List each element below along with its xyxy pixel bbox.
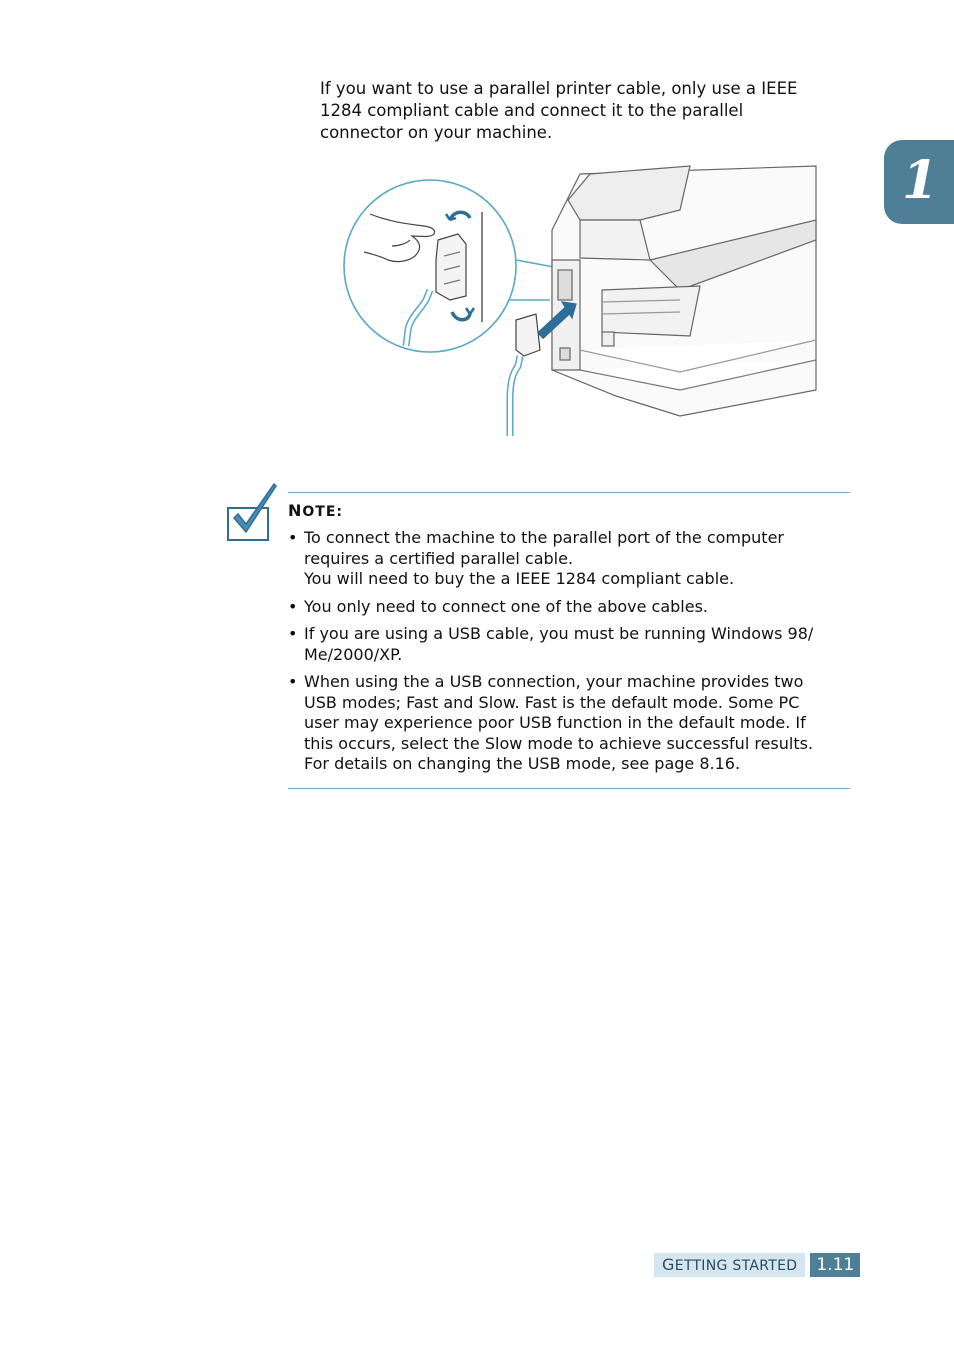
list-item: • When using the a USB connection, your machine provides two USB modes; Fast and Slow. Fast is the default mode. Some PC user may experience poor USB function in the default mode. If this occurs, select the Slow mode to achieve successful results. For details on changing the USB mode, see page 8.16.: [288, 672, 814, 773]
parallel-cable-illustration: [340, 160, 820, 440]
zoom-circle: [344, 180, 516, 352]
note-list: [288, 528, 850, 775]
connector-icon: [436, 234, 466, 300]
intro-paragraph: [320, 78, 850, 144]
machine-drawing: [552, 160, 816, 416]
intro-line-2: 1284 compliant cable and connect it to the parallel: [320, 101, 744, 120]
list-item: • To connect the machine to the parallel port of the computer requires a certified parallel cable. You will need to buy the a IEEE 1284 compliant cable.: [288, 528, 784, 588]
chapter-tab: [884, 140, 954, 224]
note-checkmark-icon: [226, 482, 280, 544]
chapter-number: 1: [902, 150, 939, 211]
footer-section-title: GETTING STARTED: [654, 1253, 805, 1277]
list-item: • If you are using a USB cable, you must be running Windows 98/ Me/2000/XP.: [288, 624, 814, 664]
page-footer: [654, 1253, 860, 1277]
intro-line-3: connector on your machine.: [320, 123, 553, 142]
footer-page-number: 1.11: [810, 1253, 860, 1277]
intro-line-1: If you want to use a parallel printer cable, only use a IEEE: [320, 79, 798, 98]
external-plug-icon: [516, 314, 540, 356]
note-box: [288, 492, 850, 789]
note-title: NOTE:: [288, 501, 344, 520]
list-item: • You only need to connect one of the above cables.: [288, 596, 709, 616]
